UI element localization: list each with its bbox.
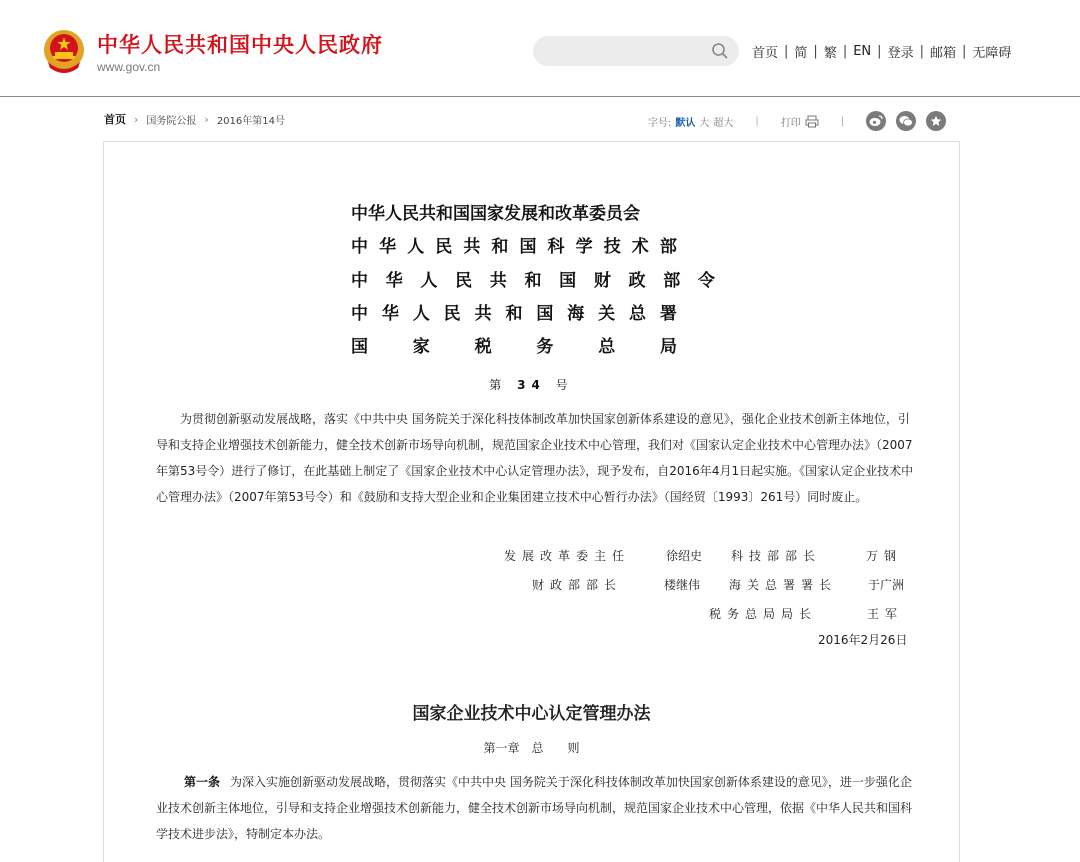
print-button[interactable]: 打印 — [780, 117, 801, 129]
national-emblem-icon[interactable] — [42, 28, 86, 76]
issuer-tax: 国 家 税 务 总 局 — [351, 337, 677, 357]
intro-paragraph: 为贯彻创新驱动发展战略，落实《中共中央 国务院关于深化科技体制改革加快国家创新体系建设的意见》，强化企业技术创新主体地位，引导和支持企业增强技术创新能力，健全技术创新市场导向机制，规范国家企业技术中心管理，我们对《国家认定企业技术中心管理办法》（2007年第53号令）进行了修订，在此基础上制定了《国家企业技术中心认定管理办法》，现予发布，自2016年4月1日起实施。《国家认定企业技术中心管理办法》（2007年第53号令）和《鼓励和支持大型企业和企业集团建立技术中心暂行办法》（国经贸〔1993〕261号）同时废止。 — [156, 412, 914, 504]
favorite-star-icon[interactable] — [926, 111, 946, 131]
site-header — [0, 0, 1080, 97]
font-size-xlarge-button[interactable]: 超大 — [713, 117, 734, 129]
signature-title: 税务总局局长 — [709, 607, 818, 621]
signing-date: 2016年2月26日 — [818, 633, 908, 647]
font-size-default-button[interactable]: 默认 — [675, 117, 696, 129]
nav-accessibility-link[interactable]: 无障碍 — [972, 46, 1012, 61]
breadcrumb — [104, 111, 285, 127]
signature-title: 发展改革委主任 — [504, 549, 631, 563]
issuer-ndrc: 中华人民共和国国家发展和改革委员会 — [351, 204, 640, 224]
search-input[interactable] — [533, 36, 739, 66]
font-size-label: 字号: — [648, 117, 672, 129]
separator: | — [784, 44, 789, 59]
breadcrumb-gazette[interactable]: 国务院公报 — [146, 115, 197, 127]
search-icon[interactable] — [711, 42, 729, 60]
signature-name: 于广洲 — [868, 578, 905, 592]
signature-name: 徐绍史 — [666, 549, 703, 563]
nav-simplified-link[interactable]: 简 — [794, 46, 808, 61]
separator: | — [877, 44, 882, 59]
signature-title: 科技部部长 — [731, 549, 822, 563]
signature-title: 海关总署署长 — [729, 578, 838, 592]
chevron-right-icon: › — [134, 112, 139, 126]
site-url[interactable]: www.gov.cn — [97, 60, 161, 74]
signature-name: 万钢 — [866, 549, 903, 563]
separator: | — [755, 115, 759, 127]
page-tools — [648, 111, 956, 131]
order-number: 第 34 号 — [489, 378, 574, 392]
font-size-large-button[interactable]: 大 — [699, 117, 710, 129]
separator: | — [813, 44, 818, 59]
nav-english-link[interactable]: EN — [853, 44, 872, 59]
issuer-customs: 中 华 人 民 共 和 国 海 关 总 署 — [351, 304, 677, 324]
signature-title: 财政部部长 — [532, 578, 623, 592]
site-title[interactable]: 中华人民共和国中央人民政府 — [97, 33, 383, 57]
signature-name: 楼继伟 — [664, 578, 701, 592]
nav-mail-link[interactable]: 邮箱 — [929, 46, 956, 61]
nav-login-link[interactable]: 登录 — [887, 46, 914, 61]
separator: | — [840, 115, 845, 127]
separator: | — [919, 44, 924, 59]
wechat-share-icon[interactable] — [896, 111, 916, 131]
signature-name: 王军 — [867, 607, 904, 621]
separator: | — [961, 44, 967, 59]
breadcrumb-issue[interactable]: 2016年第14号 — [216, 115, 285, 127]
breadcrumb-home[interactable]: 首页 — [104, 113, 126, 126]
chapter-heading: 第一章 总 则 — [483, 741, 580, 755]
nav-traditional-link[interactable]: 繁 — [823, 46, 837, 61]
article-paragraph — [156, 769, 916, 847]
article-label: 第一条 — [184, 775, 221, 789]
issuer-most: 中 华 人 民 共 和 国 科 学 技 术 部 — [351, 237, 677, 257]
top-nav — [752, 42, 1011, 61]
chevron-right-icon: › — [204, 112, 209, 126]
separator: | — [842, 44, 848, 59]
issuer-mof: 中 华 人 民 共 和 国 财 政 部 令 — [351, 271, 715, 291]
article-text: 为深入实施创新驱动发展战略，贯彻落实《中共中央 国务院关于深化科技体制改革加快国家创新体系建设的意见》，进一步强化企业技术创新主体地位，引导和支持企业增强技术创新能力，健全技术创新市场导向机制，规范国家企业技术中心管理，依据《中华人民共和国科学技术进步法》，特制定本办法。 — [156, 775, 913, 841]
regulation-title: 国家企业技术中心认定管理办法 — [412, 704, 651, 724]
nav-home-link[interactable]: 首页 — [752, 46, 779, 61]
document-body — [103, 141, 960, 862]
weibo-share-icon[interactable] — [866, 111, 886, 131]
printer-icon[interactable] — [805, 115, 819, 128]
